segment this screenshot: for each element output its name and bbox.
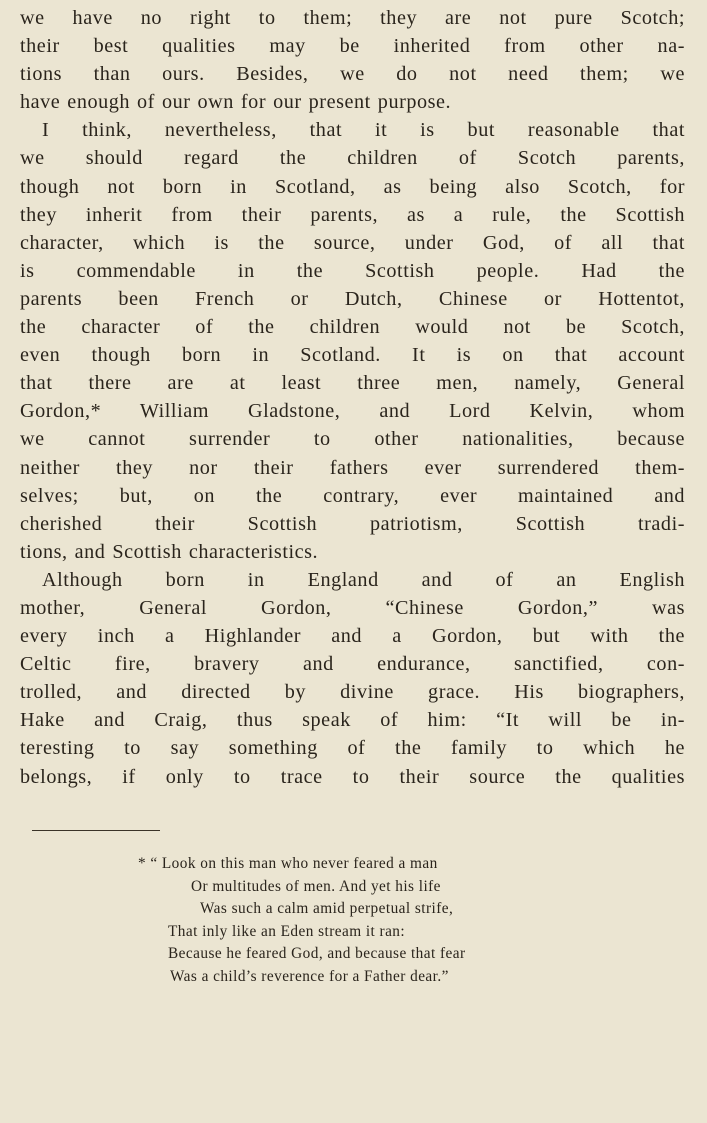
text-line: even though born in Scotland. It is on that account <box>20 344 685 367</box>
text-line: Hake and Craig, thus speak of him: “It will be in- <box>20 709 685 732</box>
text-line: character, which is the source, under God, of all that <box>20 231 685 254</box>
text-line: tions, and Scottish characteristics. <box>20 540 319 563</box>
text-line: we cannot surrender to other nationalities, because <box>20 428 685 451</box>
text-line: have enough of our own for our present purpose. <box>20 91 452 114</box>
text-line: selves; but, on the contrary, ever maintained and <box>20 484 685 507</box>
text-line: cherished their Scottish patriotism, Scottish tradi- <box>20 512 685 535</box>
footnote-line: That inly like an Eden stream it ran: <box>168 922 406 940</box>
text-line: every inch a Highlander and a Gordon, but with the <box>20 625 685 648</box>
text-line: I think, nevertheless, that it is but reasonable that <box>42 119 685 142</box>
footnote-line: Was a child’s reverence for a Father dear.” <box>170 967 449 985</box>
footnote-line: * “ Look on this man who never feared a man <box>138 855 438 872</box>
text-line: the character of the children would not be Scotch, <box>20 316 685 339</box>
text-line: we should regard the children of Scotch parents, <box>20 147 685 170</box>
text-line: teresting to say something of the family to which he <box>20 737 685 760</box>
text-line: Although born in England and of an English <box>42 568 685 591</box>
footnote-line: Because he feared God, and because that fear <box>168 945 466 962</box>
text-line: they inherit from their parents, as a rule, the Scottish <box>20 203 685 226</box>
footnote <box>138 853 568 988</box>
text-line: belongs, if only to trace to their source the qualities <box>20 765 685 788</box>
text-line: is commendable in the Scottish people. Had the <box>20 259 685 282</box>
footnote-line: Was such a calm amid perpetual strife, <box>200 900 454 917</box>
text-line: trolled, and directed by divine grace. His biographers, <box>20 681 685 704</box>
footnote-line: Or multitudes of men. And yet his life <box>191 877 441 895</box>
body-text <box>20 4 685 791</box>
text-line: though not born in Scotland, as being also Scotch, for <box>20 175 685 198</box>
text-line: neither they nor their fathers ever surrendered them- <box>20 456 685 479</box>
text-line: their best qualities may be inherited from other na- <box>20 35 685 58</box>
text-line: tions than ours. Besides, we do not need them; we <box>20 63 685 86</box>
text-line: Gordon,* William Gladstone, and Lord Kelvin, whom <box>20 400 685 423</box>
text-line: we have no right to them; they are not pure Scotch; <box>20 7 685 29</box>
footnote-rule <box>32 830 160 831</box>
text-line: parents been French or Dutch, Chinese or Hottentot, <box>20 287 685 310</box>
text-line: Celtic fire, bravery and endurance, sanctified, con- <box>20 653 685 676</box>
text-line: that there are at least three men, namely, General <box>20 372 685 395</box>
text-line: mother, General Gordon, “Chinese Gordon,” was <box>20 596 685 619</box>
